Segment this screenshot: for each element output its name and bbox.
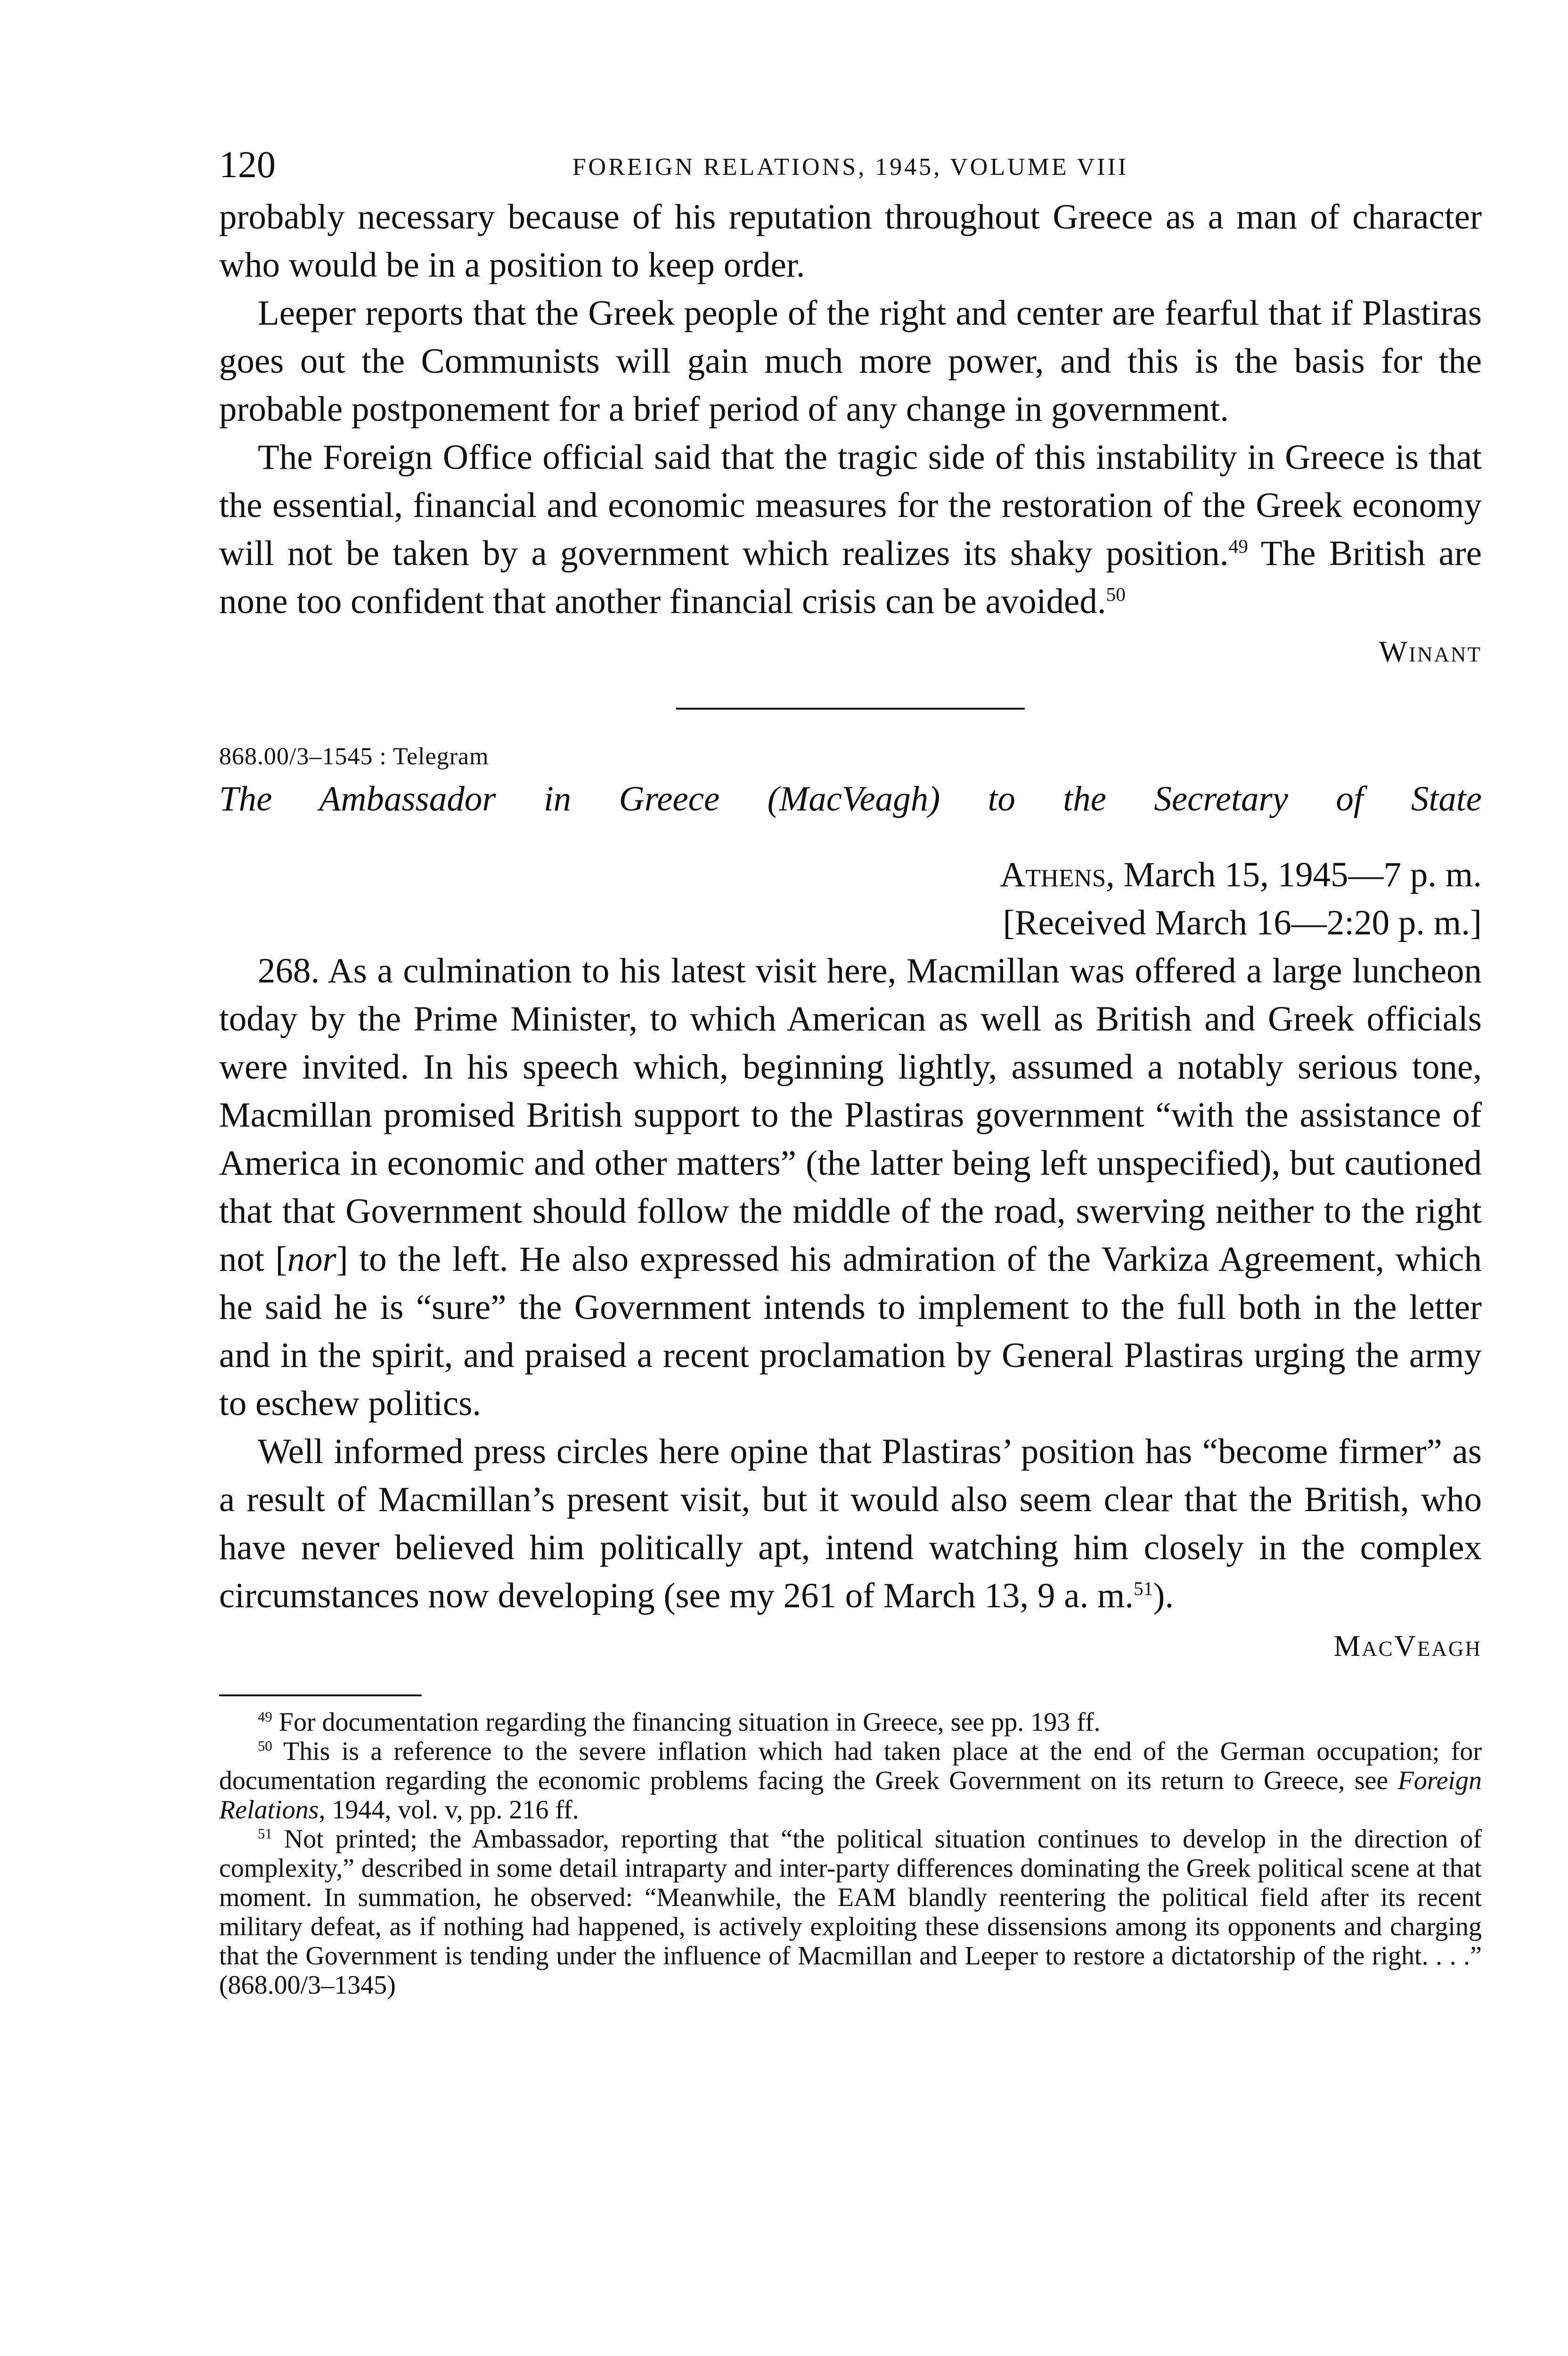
page-header: [219, 141, 1482, 193]
footnote-rule: [219, 1694, 422, 1696]
footnote-ref-51[interactable]: 51: [1134, 1578, 1153, 1599]
paragraph-text: The Foreign Office official said that the tragic side of this instability in Greece is that the essential, financial and economic measures for the restoration of the Greek economy will not be taken by a government which realizes its shaky position.: [219, 438, 1482, 573]
document-file-number: 868.00/3–1545 : Telegram: [219, 743, 489, 770]
paragraph-text: The British are none too confident that another financial crisis can be avoided.: [219, 534, 1482, 621]
page: [219, 141, 1482, 2000]
dateline-received: [Received March 16—2:20 p. m.]: [1003, 903, 1482, 942]
paragraph-text: Well informed press circles here opine that Plastiras’ position has “become firmer” as a result of Macmillan’s present visit, but it would also seem clear that the British, who have never believed him politically apt, intend watching him closely in the complex circumstances now developing (see my 261 of March 13, 9 a. m.: [219, 1432, 1482, 1615]
signature-macveagh: MacVeagh: [1333, 1629, 1482, 1662]
section-divider: [676, 708, 1025, 710]
footnote-text: , 1944, vol. v, pp. 216 ff.: [318, 1795, 579, 1824]
paragraph-text: 268. As a culmination to his latest visit here, Macmillan was offered a large luncheon today by the Prime Minister, to which American as well as British and Greek officials were invited. In his speech which, beginning lightly, assumed a notably serious tone, Macmillan promised British support to the Plastiras government “with the assistance of America in economic and other matters” (the latter being left unspecified), but cautioned that that Government should follow the middle of the road, swerving neither to the right not [: [219, 951, 1482, 1279]
footnotes: [219, 1708, 1482, 2000]
paragraph: [219, 434, 1482, 626]
running-title: FOREIGN RELATIONS, 1945, VOLUME VIII: [572, 154, 1129, 180]
page-number: 120: [219, 144, 276, 186]
dateline-sent: [219, 851, 1482, 899]
paragraph: [219, 1428, 1482, 1620]
footnote-text: Not printed; the Ambassador, reporting that “the political situation continues to develop in the direction of complexity,” described in some detail intraparty and inter-party differences dominating the Greek political scene at that moment. In summation, he observed: “Meanwhile, the EAM blandly reentering the political field after its recent military defeat, as if nothing had happened, is actively exploiting these dissensions among its opponents and charging that the Government is tending under the influence of Macmillan and Leeper to restore a dictatorship of the right. . . .” (868.00/3–1345): [219, 1824, 1482, 2000]
footnote-text: This is a reference to the severe inflation which had taken place at the end of the German occupation; for documentation regarding the economic problems facing the Greek Government on its return to Greece, see: [219, 1737, 1482, 1795]
footnote-citation-title: Foreign Relations: [219, 1766, 1482, 1824]
footnote-text: For documentation regarding the financing situation in Greece, see pp. 193 ff.: [272, 1708, 1101, 1737]
continuation-text: [219, 193, 1482, 626]
footnote-51: [219, 1824, 1482, 2000]
footnote-ref-49[interactable]: 49: [1228, 535, 1248, 557]
paragraph: Leeper reports that the Greek people of the right and center are fearful that if Plastiras goes out the Communists will gain much more power, and this is the basis for the probable postponement for a brief period of any change in government.: [219, 294, 1482, 429]
paragraph: [219, 947, 1482, 1428]
dateline-place: Athens: [1000, 855, 1106, 894]
footnote-49: [219, 1708, 1482, 1737]
footnote-50: [219, 1737, 1482, 1824]
footnote-number: 50: [258, 1738, 272, 1754]
paragraph-text: ] to the left. He also expressed his admiration of the Varkiza Agreement, which he said he is “sure” the Government intends to implement to the full both in the letter and in the spirit, and praised a recent proclamation by General Plastiras urging the army to eschew politics.: [219, 1240, 1482, 1423]
paragraph-text: ).: [1153, 1576, 1174, 1615]
footnote-number: 49: [258, 1709, 272, 1725]
editorial-insert: nor: [287, 1240, 336, 1279]
footnote-ref-50[interactable]: 50: [1106, 583, 1126, 605]
paragraph: probably necessary because of his reputation throughout Greece as a man of character who would be in a position to keep order.: [219, 197, 1482, 285]
signature-winant: Winant: [1379, 635, 1482, 668]
footnote-number: 51: [258, 1825, 272, 1842]
dateline-date: , March 15, 1945—7 p. m.: [1106, 855, 1482, 894]
document-title: The Ambassador in Greece (MacVeagh) to the Secretary of State: [219, 779, 1482, 818]
document-body: [219, 947, 1482, 1620]
